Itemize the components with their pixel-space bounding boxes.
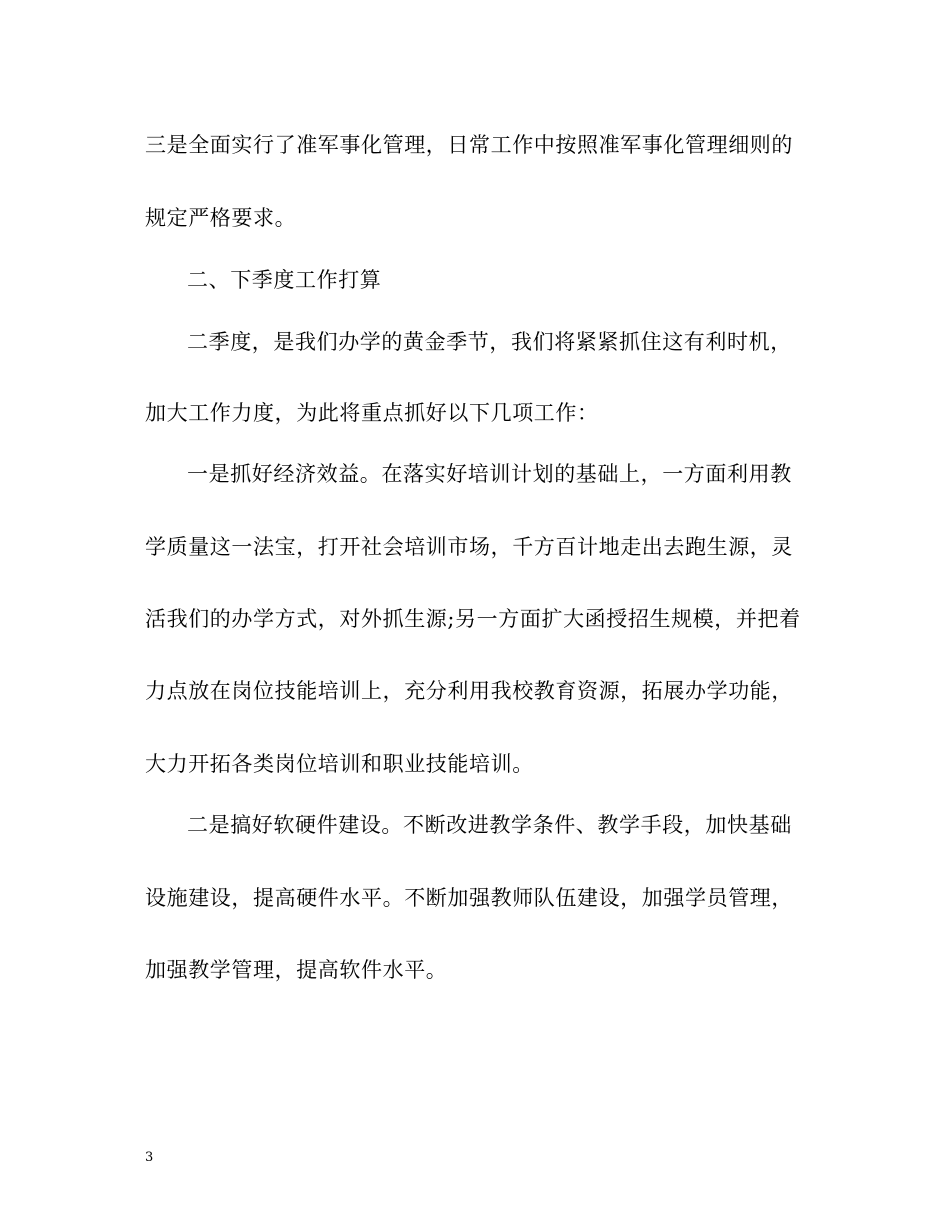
body-text-line: 大力开拓各类岗位培训和职业技能培训。 xyxy=(145,752,534,776)
body-text-line: 二季度，是我们办学的黄金季节，我们将紧紧抓住这有利时机， xyxy=(187,330,792,354)
body-text-line: 三是全面实行了准军事化管理，日常工作中按照准军事化管理细则的 xyxy=(145,133,793,157)
section-heading: 二、下季度工作打算 xyxy=(187,268,382,292)
body-text-line: 规定严格要求。 xyxy=(145,206,297,230)
body-text-line: 活我们的办学方式，对外抓生源;另一方面扩大函授招生规模，并把着 xyxy=(145,607,801,631)
body-text-line: 一是抓好经济效益。在落实好培训计划的基础上，一方面利用教 xyxy=(187,462,792,486)
body-text-line: 设施建设，提高硬件水平。不断加强教师队伍建设，加强学员管理， xyxy=(145,886,793,910)
body-text-line: 学质量这一法宝，打开社会培训市场，千方百计地走出去跑生源，灵 xyxy=(145,535,793,559)
body-text-line: 力点放在岗位技能培训上，充分利用我校教育资源，拓展办学功能， xyxy=(145,679,793,703)
body-text-line: 加强教学管理，提高软件水平。 xyxy=(145,958,448,982)
body-text-line: 加大工作力度，为此将重点抓好以下几项工作： xyxy=(145,401,599,425)
page-number: 3 xyxy=(145,1150,154,1165)
body-text-line: 二是搞好软硬件建设。不断改进教学条件、教学手段，加快基础 xyxy=(187,813,792,837)
